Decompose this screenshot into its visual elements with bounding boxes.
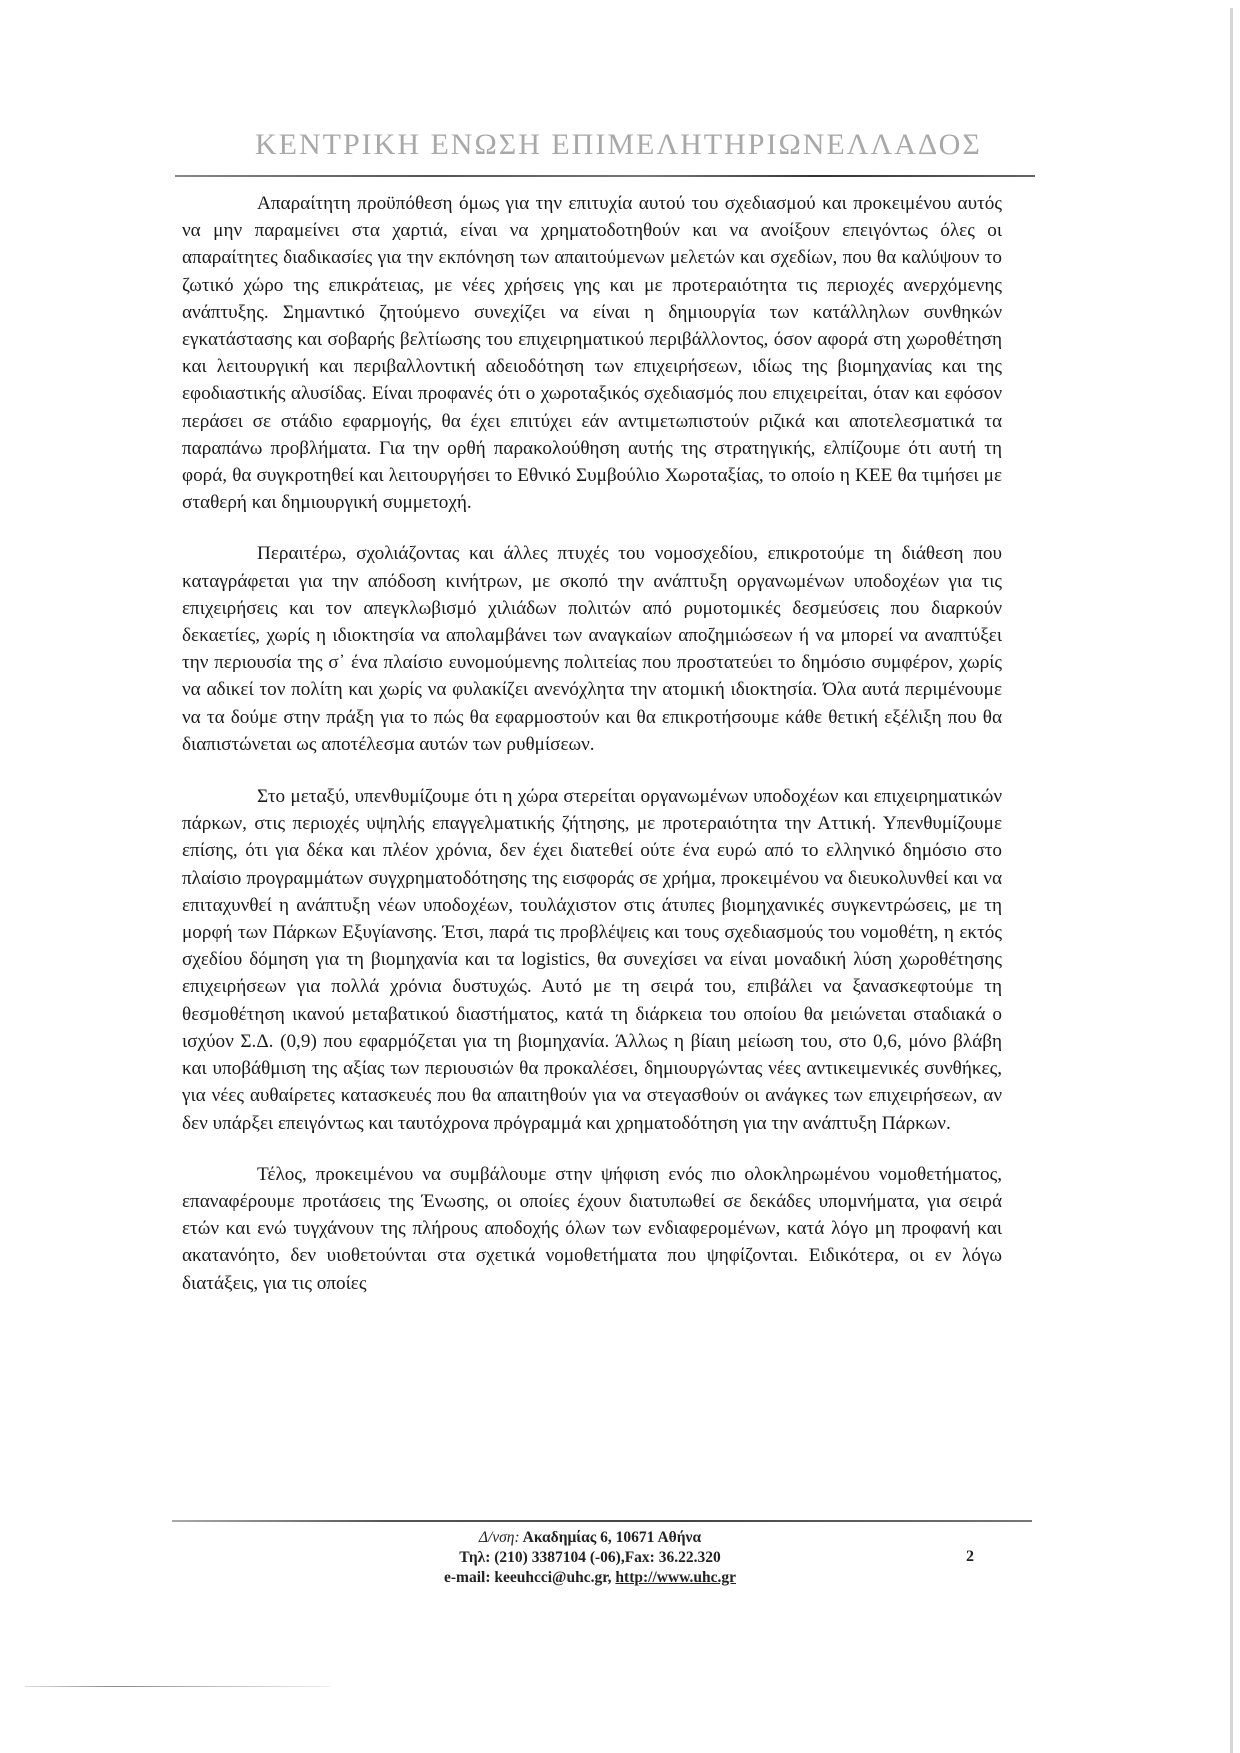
header-divider — [175, 175, 1035, 177]
page-number: 2 — [966, 1548, 974, 1565]
footer-contact — [380, 1528, 800, 1588]
paragraph-planning: Απαραίτητη προϋπόθεση όμως για την επιτυχία αυτού του σχεδιασμού και προκειμένου αυτός να μην παραμείνει στα χαρτιά, είναι να χρηματοδοτηθούν και να ανοίξουν επειγόντως όλες οι απαραίτητες διαδικασίες για την εκπόνηση των απαιτούμενων μελετών και σχεδίων, που θα καλύψουν το ζωτικό χώρο της επικράτειας, με νέες χρήσεις γης και με προτεραιότητα τις περιοχές ανερχόμενης ανάπτυξης. Σημαντικό ζητούμενο συνεχίζει να είναι η δημιουργία των κατάλληλων συνθηκών εγκατάστασης και σοβαρής βελτίωσης του επιχειρηματικού περιβάλλοντος, όσον αφορά στη χωροθέτηση και λειτουργική και περιβαλλοντική αδειοδότηση των επιχειρήσεων, ιδίως της βιομηχανίας και της εφοδιαστικής αλυσίδας. Είναι προφανές ότι ο χωροταξικός σχεδιασμός που επιχειρείται, όταν και εφόσον περάσει σε στάδιο εφαρμογής, θα έχει επιτύχει εάν αντιμετωπιστούν ριζικά και αποτελεσματικά τα παραπάνω προβλήματα. Για την ορθή παρακολούθηση αυτής της στρατηγικής, ελπίζουμε ότι αυτή τη φορά, θα συγκροτηθεί και λειτουργήσει το Εθνικό Συμβούλιο Χωροταξίας, το οποίο η ΚΕΕ θα τιμήσει με σταθερή και δημιουργική συμμετοχή. — [182, 193, 1002, 514]
footer-address-line — [380, 1528, 800, 1548]
scan-artifact-line — [25, 1686, 330, 1687]
website-link[interactable]: http://www.uhc.gr — [615, 1569, 736, 1586]
paragraph-proposals: Τέλος, προκειμένου να συμβάλουμε στην ψήφιση ενός πιο ολοκληρωμένου νομοθετήματος, επαναφέρουμε προτάσεις της Ένωσης, οι οποίες έχουν διατυπωθεί σε δεκάδες υπομνήματα, για σειρά ετών και ενώ τυγχάνουν της πλήρους αποδοχής όλων των ενδιαφερομένων, κατά λόγο μη προφανή και ακατανόητο, δεν υιοθετούνται στα σχετικά νομοθετήματα που ψηφίζονται. Ειδικότερα, οι εν λόγω διατάξεις, για τις οποίες — [182, 1163, 1002, 1294]
scan-edge-line — [1230, 8, 1233, 1753]
paragraph-incentives: Περαιτέρω, σχολιάζοντας και άλλες πτυχές του νομοσχεδίου, επικροτούμε τη διάθεση που καταγράφεται για την απόδοση κινήτρων, με σκοπό την ανάπτυξη οργανωμένων υποδοχέων για τις επιχειρήσεις και τον απεγκλωβισμό χιλιάδων πολιτών από ρυμοτομικές δεσμεύσεις που διαρκούν δεκαετίες, χωρίς η ιδιοκτησία να απολαμβάνει των αναγκαίων αποζημιώσεων ή να μπορεί να αναπτύξει την περιουσία της σ᾽ ένα πλαίσιο ευνομούμενης πολιτείας που προστατεύει το δημόσιο συμφέρον, χωρίς να αδικεί τον πολίτη και χωρίς να φυλακίζει ανενόχλητα την ατομική ιδιοκτησία. Όλα αυτά περιμένουμε να τα δούμε στην πράξη για το πώς θα εφαρμοστούν και θα επικροτήσουμε κάθε θετική εξέλιξη που θα διαπιστώνεται ως αποτέλεσμα αυτών των ρυθμίσεων. — [182, 543, 1002, 755]
email-text: e-mail: keeuhcci@uhc.gr, — [444, 1569, 616, 1586]
footer-phone-line: Τηλ: (210) 3387104 (-06),Fax: 36.22.320 — [459, 1549, 721, 1566]
footer-email-line — [380, 1568, 800, 1588]
letterhead-title: ΚΕΝΤΡΙΚΗ ΕΝΩΣΗ ΕΠΙΜΕΛΗΤΗΡΙΩΝΕΛΛΑΔΟΣ — [255, 128, 982, 161]
footer-divider — [172, 1520, 1032, 1522]
address-label: Δ/νση: — [478, 1529, 520, 1546]
paragraph-business-parks: Στο μεταξύ, υπενθυμίζουμε ότι η χώρα στερείται οργανωμένων υποδοχέων και επιχειρηματικών πάρκων, στις περιοχές υψηλής επαγγελματικής ζήτησης, με προτεραιότητα την Αττική. Υπενθυμίζουμε επίσης, ότι για δέκα και πλέον χρόνια, δεν έχει διατεθεί ούτε ένα ευρώ από το ελληνικό δημόσιο στο πλαίσιο προγραμμάτων συγχρηματοδότησης της εισφοράς σε χρήμα, προκειμένου να διευκολυνθεί και να επιταχυνθεί η ανάπτυξη νέων υποδοχέων, τουλάχιστον στις άτυπες βιομηχανικές συγκεντρώσεις, με τη μορφή των Πάρκων Εξυγίανσης. Έτσι, παρά τις προβλέψεις και τους σχεδιασμούς του νομοθέτη, η εκτός σχεδίου δόμηση για τη βιομηχανία και τα logistics, θα συνεχίσει να είναι μοναδική λύση χωροθέτησης επιχειρήσεων για πολλά χρόνια δυστυχώς. Αυτό με τη σειρά του, επιβάλει να ξανασκεφτούμε τη θεσμοθέτηση ικανού μεταβατικού διαστήματος, κατά τη διάρκεια του οποίου θα μειώνεται σταδιακά ο ισχύον Σ.Δ. (0,9) που εφαρμόζεται για τη βιομηχανία. Άλλως η βίαιη μείωση του, στο 0,6, μόνο βλάβη και υποβάθμιση της αξίας των περιουσιών θα προκαλέσει, δημιουργώντας νέες αντικειμενικές συνθήκες, για νέες αυθαίρετες κατασκευές που θα απαιτηθούν για να στεγασθούν οι ανάγκες των επιχειρήσεων, αν δεν υπάρξει επειγόντως και ταυτόχρονα πρόγραμμά και χρηματοδότηση για την ανάπτυξη Πάρκων. — [182, 786, 1002, 1134]
document-body — [182, 190, 1002, 1321]
address-value: Ακαδημίας 6, 10671 Αθήνα — [522, 1529, 702, 1546]
